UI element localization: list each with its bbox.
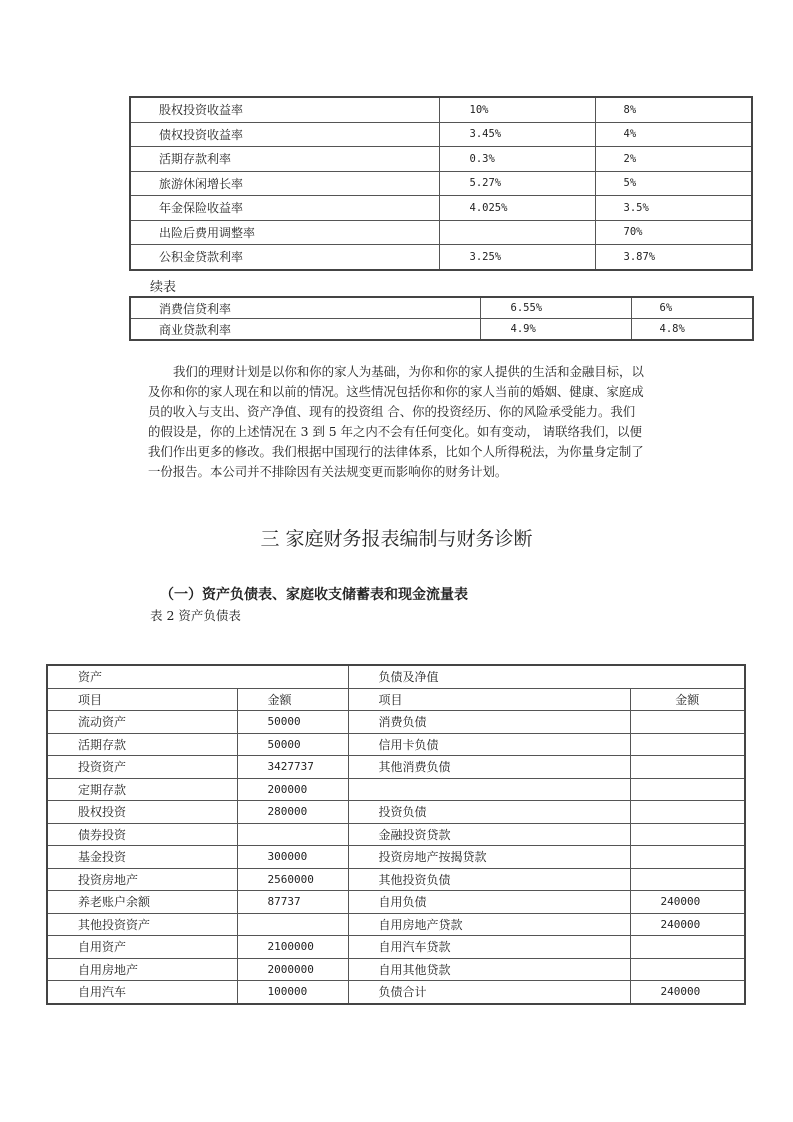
liability-item-cell: 投资房地产按揭贷款 <box>348 846 630 869</box>
liability-item-cell: 其他消费负债 <box>348 756 630 779</box>
rates-table <box>129 96 753 271</box>
rate-value-cell: 5% <box>595 171 752 196</box>
liability-item-cell: 负债合计 <box>348 981 630 1004</box>
table-row <box>47 823 745 846</box>
rate-name-cell: 商业贷款利率 <box>130 319 480 341</box>
table-row <box>130 220 752 245</box>
liability-amount-cell <box>630 733 745 756</box>
rate-name-cell: 股权投资收益率 <box>130 97 439 122</box>
subsection-title: （一）资产负债表、家庭收支储蓄表和现金流量表 <box>160 587 468 603</box>
continued-label: 续表 <box>150 280 177 295</box>
liability-amount-cell <box>630 868 745 891</box>
liability-item-cell: 其他投资负债 <box>348 868 630 891</box>
asset-amount-cell: 200000 <box>237 778 348 801</box>
asset-item-cell: 养老账户余额 <box>47 891 237 914</box>
rate-value-cell: 2% <box>595 147 752 172</box>
table-row <box>47 846 745 869</box>
asset-item-cell: 流动资产 <box>47 711 237 734</box>
table-row <box>130 147 752 172</box>
asset-item-cell: 定期存款 <box>47 778 237 801</box>
table-row <box>47 958 745 981</box>
asset-amount-cell: 280000 <box>237 801 348 824</box>
continued-table <box>129 296 754 341</box>
table-row <box>130 171 752 196</box>
rate-value-cell: 8% <box>595 97 752 122</box>
table-row <box>130 196 752 221</box>
asset-amount-cell: 50000 <box>237 711 348 734</box>
asset-item-cell: 自用资产 <box>47 936 237 959</box>
asset-item-cell: 基金投资 <box>47 846 237 869</box>
liability-amount-cell <box>630 823 745 846</box>
asset-item-cell: 其他投资资产 <box>47 913 237 936</box>
liability-amount-cell <box>630 846 745 869</box>
rate-value-cell: 3.5% <box>595 196 752 221</box>
liability-item-cell: 消费负债 <box>348 711 630 734</box>
assets-header: 资产 <box>47 665 348 688</box>
asset-item-cell: 投资资产 <box>47 756 237 779</box>
liability-item-cell: 自用其他贷款 <box>348 958 630 981</box>
table-row <box>47 756 745 779</box>
rate-value-cell: 3.45% <box>439 122 595 147</box>
liabilities-header: 负债及净值 <box>348 665 745 688</box>
liability-amount-cell <box>630 756 745 779</box>
col-amount: 金额 <box>237 688 348 711</box>
rate-value-cell: 6% <box>631 297 753 319</box>
rate-value-cell: 4.8% <box>631 319 753 341</box>
paragraph-line: 员的收入与支出、资产净值、现有的投资组 合、你的投资经历、你的风险承受能力。我们 <box>148 404 636 419</box>
liability-amount-cell <box>630 801 745 824</box>
rate-value-cell: 3.87% <box>595 245 752 270</box>
liability-item-cell: 信用卡负债 <box>348 733 630 756</box>
asset-amount-cell: 87737 <box>237 891 348 914</box>
paragraph-line: 的假设是，你的上述情况在 3 到 5 年之内不会有任何变化。如有变动， 请联络我们，以便 <box>148 424 642 439</box>
rate-value-cell: 3.25% <box>439 245 595 270</box>
col-amount2: 金额 <box>630 688 745 711</box>
liability-item-cell: 金融投资贷款 <box>348 823 630 846</box>
table-row <box>47 778 745 801</box>
plan-paragraph <box>148 362 678 482</box>
table-row <box>130 245 752 270</box>
liability-item-cell: 投资负债 <box>348 801 630 824</box>
table-row <box>47 913 745 936</box>
table-row <box>47 936 745 959</box>
table-row <box>47 711 745 734</box>
rate-name-cell: 出险后费用调整率 <box>130 220 439 245</box>
rate-name-cell: 年金保险收益率 <box>130 196 439 221</box>
table-row <box>130 97 752 122</box>
asset-amount-cell: 3427737 <box>237 756 348 779</box>
table-row <box>130 319 753 341</box>
liability-amount-cell <box>630 936 745 959</box>
liability-amount-cell: 240000 <box>630 981 745 1004</box>
asset-item-cell: 投资房地产 <box>47 868 237 891</box>
table-row <box>47 868 745 891</box>
liability-item-cell <box>348 778 630 801</box>
table-row <box>47 891 745 914</box>
rate-value-cell <box>439 220 595 245</box>
rate-value-cell: 70% <box>595 220 752 245</box>
paragraph-line: 一份报告。本公司并不排除因有关法规变更而影响你的财务计划。 <box>148 464 508 479</box>
paragraph-line: 及你和你的家人现在和以前的情况。这些情况包括你和你的家人当前的婚姻、健康、家庭成 <box>148 384 644 399</box>
liability-item-cell: 自用汽车贷款 <box>348 936 630 959</box>
table-row <box>47 801 745 824</box>
asset-item-cell: 自用汽车 <box>47 981 237 1004</box>
asset-amount-cell: 2560000 <box>237 868 348 891</box>
rate-value-cell: 4.9% <box>480 319 631 341</box>
asset-amount-cell: 2100000 <box>237 936 348 959</box>
rate-name-cell: 旅游休闲增长率 <box>130 171 439 196</box>
table-row <box>47 733 745 756</box>
asset-amount-cell: 50000 <box>237 733 348 756</box>
liability-item-cell: 自用房地产贷款 <box>348 913 630 936</box>
asset-amount-cell: 300000 <box>237 846 348 869</box>
section-title: 三 家庭财务报表编制与财务诊断 <box>260 528 533 550</box>
table-row <box>130 122 752 147</box>
liability-amount-cell <box>630 958 745 981</box>
rate-name-cell: 债权投资收益率 <box>130 122 439 147</box>
rate-value-cell: 0.3% <box>439 147 595 172</box>
table-row <box>47 981 745 1004</box>
asset-amount-cell <box>237 913 348 936</box>
col-item: 项目 <box>47 688 237 711</box>
rate-name-cell: 消费信贷利率 <box>130 297 480 319</box>
paragraph-line: 我们作出更多的修改。我们根据中国现行的法律体系，比如个人所得税法，为你量身定制了 <box>148 444 644 459</box>
asset-item-cell: 自用房地产 <box>47 958 237 981</box>
rate-name-cell: 公积金贷款利率 <box>130 245 439 270</box>
col-item2: 项目 <box>348 688 630 711</box>
rate-value-cell: 4% <box>595 122 752 147</box>
rate-value-cell: 10% <box>439 97 595 122</box>
table-caption: 表 2 资产负债表 <box>150 608 241 623</box>
rate-value-cell: 4.025% <box>439 196 595 221</box>
liability-amount-cell <box>630 778 745 801</box>
balance-sheet-table <box>46 664 746 1005</box>
asset-amount-cell <box>237 823 348 846</box>
paragraph-line: 我们的理财计划是以你和你的家人为基础，为你和你的家人提供的生活和金融目标，以 <box>173 364 644 379</box>
liability-amount-cell <box>630 711 745 734</box>
asset-amount-cell: 100000 <box>237 981 348 1004</box>
asset-item-cell: 股权投资 <box>47 801 237 824</box>
table-row <box>130 297 753 319</box>
rate-name-cell: 活期存款利率 <box>130 147 439 172</box>
asset-item-cell: 债券投资 <box>47 823 237 846</box>
asset-item-cell: 活期存款 <box>47 733 237 756</box>
rate-value-cell: 5.27% <box>439 171 595 196</box>
rate-value-cell: 6.55% <box>480 297 631 319</box>
liability-amount-cell: 240000 <box>630 891 745 914</box>
asset-amount-cell: 2000000 <box>237 958 348 981</box>
balance-column-row <box>47 688 745 711</box>
liability-amount-cell: 240000 <box>630 913 745 936</box>
liability-item-cell: 自用负债 <box>348 891 630 914</box>
balance-header-row <box>47 665 745 688</box>
